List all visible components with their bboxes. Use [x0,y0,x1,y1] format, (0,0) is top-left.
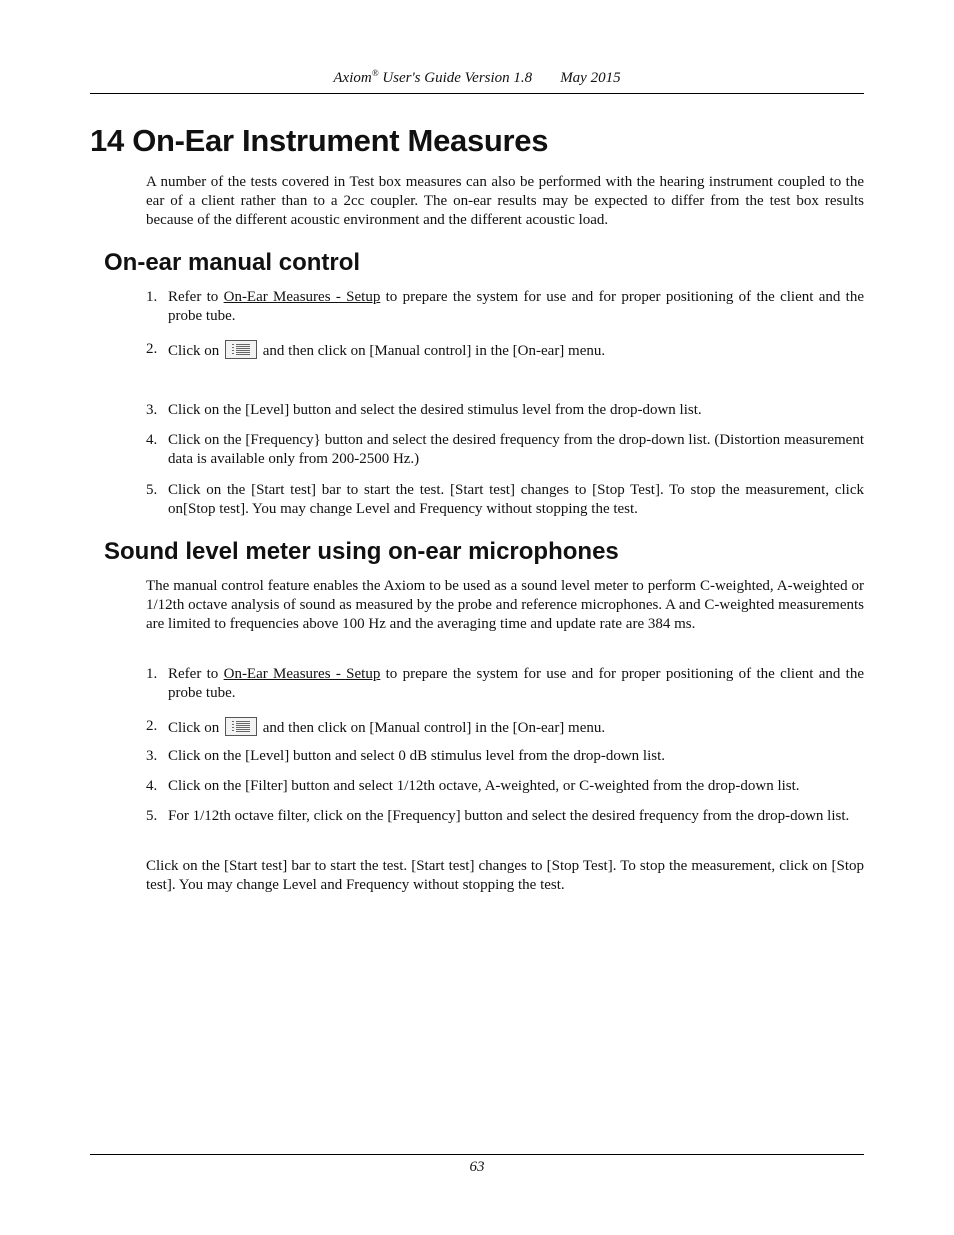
list-item: 2. Click on and then click on [Manual control] in the [On-ear] menu. [146,718,606,736]
closing-paragraph: Click on the [Start test] bar to start the test. [Start test] changes to [Stop Test]. To stop the measurement, click on [Stop test]. You may change Level and Frequency without stopping the test. [146,858,864,893]
list-item: 2. Click on and then click on [Manual control] in the [On-ear] menu. [146,341,606,359]
header-product: Axiom [333,70,372,86]
setup-link[interactable]: On-Ear Measures - Setup [223,289,381,305]
header-rule [90,93,864,94]
menu-list-icon[interactable] [225,340,257,359]
list-item: 5. Click on the [Start test] bar to start the test. [Start test] changes to [Stop Test]. To stop the measurement, click on[Stop test]. You may change Level and Frequency without stopping the test. [146,482,864,517]
list-item: 3. Click on the [Level] button and select the desired stimulus level from the drop-down list. [146,402,702,418]
running-header [90,68,864,87]
list-item: 3. Click on the [Level] button and select 0 dB stimulus level from the drop-down list. [146,748,665,764]
page-number: 63 [469,1159,485,1175]
list-item: 4. Click on the [Frequency} button and select the desired frequency from the drop-down list. (Distortion measurement data is available only from 200-2500 Hz.) [146,432,864,467]
chapter-title: 14 On-Ear Instrument Measures [90,123,549,158]
menu-list-icon[interactable] [225,717,257,736]
footer-rule [90,1154,864,1155]
registered-mark: ® [371,68,379,78]
list-item: 1. Refer to On-Ear Measures - Setup to prepare the system for use and for proper positioning of the client and the probe tube. [146,666,864,701]
section-heading-manual-control: On-ear manual control [104,249,361,276]
chapter-intro: A number of the tests covered in Test box measures can also be performed with the hearing instrument coupled to the ear of a client rather than to a 2cc coupler. The on-ear results may be expected to differ from the test box results because of the different acoustic environment and the different acoustic load. [146,174,864,228]
section-heading-sound-level-meter: Sound level meter using on-ear microphones [104,538,619,565]
section-intro: The manual control feature enables the Axiom to be used as a sound level meter to perform C-weighted, A-weighted or 1/12th octave analysis of sound as measured by the probe and reference microphones. A and C-weighted measurements are limited to frequencies above 100 Hz and the averaging time and update rate are 384 ms. [146,578,864,632]
list-item: 1. Refer to On-Ear Measures - Setup to prepare the system for use and for proper positioning of the client and the probe tube. [146,289,864,324]
header-guide: User's Guide Version 1.8 [382,70,533,86]
list-item: 5. For 1/12th octave filter, click on the [Frequency] button and select the desired frequency from the drop-down list. [146,808,850,824]
list-item: 4. Click on the [Filter] button and select 1/12th octave, A-weighted, or C-weighted from the drop-down list. [146,778,800,794]
header-date: May 2015 [560,70,621,86]
setup-link[interactable]: On-Ear Measures - Setup [223,666,381,682]
